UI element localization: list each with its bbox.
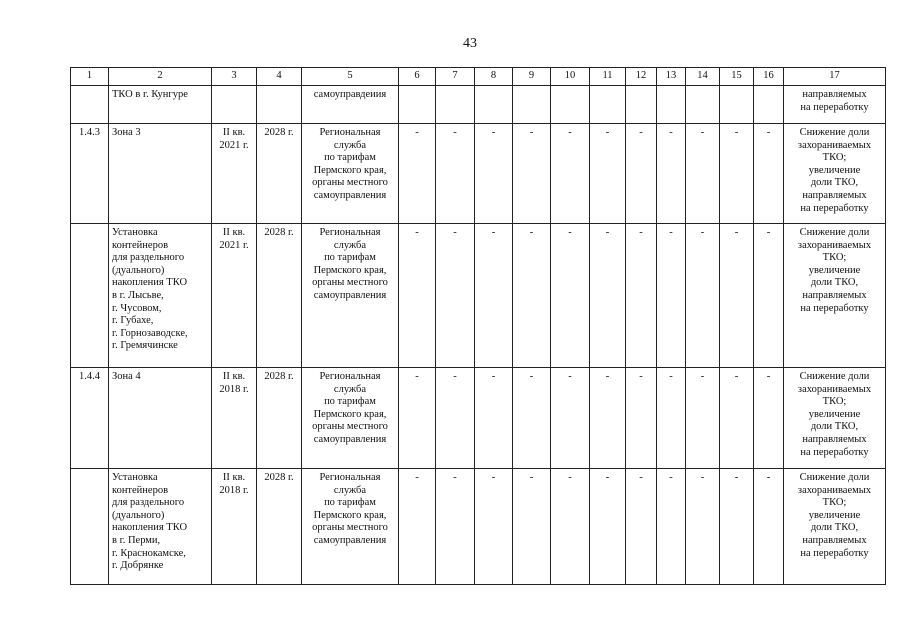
indicator-cell xyxy=(657,368,686,469)
indicator-cell-text: - xyxy=(568,127,572,138)
indicator-cell xyxy=(686,124,720,224)
start-quarter-cell xyxy=(212,124,257,224)
item-number-cell xyxy=(71,224,109,368)
indicator-cell xyxy=(399,86,436,124)
column-number-cell: 3 xyxy=(212,68,257,86)
indicator-cell xyxy=(551,224,590,368)
indicator-cell xyxy=(720,368,754,469)
indicator-cell-text: - xyxy=(734,127,739,138)
indicator-cell xyxy=(436,469,475,585)
indicator-cell xyxy=(513,86,551,124)
indicator-cell-text: - xyxy=(734,371,739,382)
item-number-cell-text: 1.4.4 xyxy=(79,371,100,382)
table-row xyxy=(71,86,886,124)
end-year-cell-text: 2028 г. xyxy=(264,371,294,382)
indicator-cell-text: - xyxy=(766,371,771,382)
indicator-cell-text: - xyxy=(766,472,771,483)
page-number: 43 xyxy=(463,36,477,51)
indicator-cell xyxy=(475,224,513,368)
expected-effect-cell xyxy=(784,224,886,368)
indicator-cell xyxy=(551,86,590,124)
indicator-cell xyxy=(551,469,590,585)
indicator-cell-text: - xyxy=(568,371,572,382)
responsible-cell xyxy=(302,124,399,224)
responsible-cell xyxy=(302,86,399,124)
column-number-cell: 5 xyxy=(302,68,399,86)
indicator-cell-text: - xyxy=(734,472,739,483)
indicator-cell-text: - xyxy=(700,371,705,382)
indicator-cell-text: - xyxy=(453,127,457,138)
indicator-cell xyxy=(686,368,720,469)
column-number-cell: 15 xyxy=(720,68,754,86)
indicator-cell-text: - xyxy=(669,472,673,483)
measure-name-cell-text: Зона 4 xyxy=(112,371,141,382)
indicator-cell-text: - xyxy=(734,227,739,238)
indicator-cell xyxy=(590,469,626,585)
indicator-cell-text: - xyxy=(700,227,705,238)
column-number-cell: 7 xyxy=(436,68,475,86)
indicator-cell-text: - xyxy=(453,371,457,382)
item-number-cell xyxy=(71,124,109,224)
responsible-cell-text: самоуправдеиия xyxy=(313,89,387,100)
column-number-cell: 11 xyxy=(590,68,626,86)
expected-effect-cell-text: Снижение доли захораниваемых ТКО; увеличение доли ТКО, направляемых на переработку xyxy=(797,472,872,559)
indicator-cell xyxy=(626,469,657,585)
indicator-cell-text: - xyxy=(529,127,534,138)
indicator-cell xyxy=(686,224,720,368)
indicator-cell xyxy=(657,86,686,124)
end-year-cell xyxy=(257,224,302,368)
start-quarter-cell-text: II кв. 2018 г. xyxy=(219,371,249,395)
end-year-cell-text: 2028 г. xyxy=(264,127,294,138)
indicator-cell-text: - xyxy=(415,371,419,382)
indicator-cell xyxy=(590,124,626,224)
indicator-cell xyxy=(475,86,513,124)
indicator-cell-text: - xyxy=(529,472,534,483)
measure-name-cell xyxy=(109,224,212,368)
measure-name-cell-text: Установка контейнеров для раздельного (дуального) накопления ТКО в г. Лысьве, г. Чусовом, г. Губахе, г. Горнозаводске, г. Гремячинске xyxy=(112,227,188,352)
measure-name-cell xyxy=(109,368,212,469)
start-quarter-cell xyxy=(212,368,257,469)
measure-name-cell xyxy=(109,124,212,224)
indicator-cell xyxy=(657,224,686,368)
indicator-cell-text: - xyxy=(639,127,643,138)
indicator-cell-text: - xyxy=(453,472,457,483)
expected-effect-cell-text: Снижение доли захораниваемых ТКО; увеличение доли ТКО, направляемых на переработку xyxy=(797,371,872,458)
indicator-cell xyxy=(513,124,551,224)
end-year-cell-text: 2028 г. xyxy=(264,227,294,238)
measure-name-cell xyxy=(109,469,212,585)
item-number-cell xyxy=(71,86,109,124)
column-number-cell: 4 xyxy=(257,68,302,86)
column-number-cell: 6 xyxy=(399,68,436,86)
expected-effect-cell xyxy=(784,469,886,585)
indicator-cell xyxy=(657,124,686,224)
indicator-cell xyxy=(590,224,626,368)
indicator-cell xyxy=(475,368,513,469)
indicator-cell xyxy=(399,368,436,469)
indicator-cell-text: - xyxy=(529,371,534,382)
column-number-cell: 9 xyxy=(513,68,551,86)
indicator-cell xyxy=(399,469,436,585)
column-number-row xyxy=(71,68,886,86)
indicator-cell-text: - xyxy=(669,227,673,238)
start-quarter-cell-text: II кв. 2021 г. xyxy=(219,127,249,151)
indicator-cell xyxy=(720,86,754,124)
indicator-cell xyxy=(626,86,657,124)
column-number-cell: 10 xyxy=(551,68,590,86)
indicator-cell-text: - xyxy=(639,227,643,238)
indicator-cell-text: - xyxy=(605,127,610,138)
indicator-cell-text: - xyxy=(669,371,673,382)
indicator-cell xyxy=(590,86,626,124)
indicator-cell-text: - xyxy=(568,472,572,483)
column-number-cell: 16 xyxy=(754,68,784,86)
expected-effect-cell xyxy=(784,124,886,224)
responsible-cell xyxy=(302,469,399,585)
start-quarter-cell xyxy=(212,86,257,124)
column-number-cell: 1 xyxy=(71,68,109,86)
end-year-cell xyxy=(257,368,302,469)
indicator-cell xyxy=(686,469,720,585)
table-row xyxy=(71,469,886,585)
indicator-cell-text: - xyxy=(766,227,771,238)
indicator-cell xyxy=(436,224,475,368)
indicator-cell xyxy=(475,469,513,585)
column-number-cell: 17 xyxy=(784,68,886,86)
item-number-cell-text: 1.4.3 xyxy=(79,127,100,138)
indicator-cell-text: - xyxy=(415,472,419,483)
start-quarter-cell xyxy=(212,224,257,368)
indicator-cell xyxy=(399,224,436,368)
indicator-cell xyxy=(436,124,475,224)
expected-effect-cell-text: Снижение доли захораниваемых ТКО; увеличение доли ТКО, направляемых на переработку xyxy=(797,127,872,214)
indicator-cell xyxy=(686,86,720,124)
indicator-cell-text: - xyxy=(491,472,496,483)
indicator-cell xyxy=(754,368,784,469)
indicator-cell xyxy=(720,124,754,224)
indicator-cell xyxy=(754,224,784,368)
indicator-cell xyxy=(626,368,657,469)
indicator-cell xyxy=(513,368,551,469)
measures-table xyxy=(70,67,886,585)
indicator-cell-text: - xyxy=(491,227,496,238)
table-row xyxy=(71,224,886,368)
expected-effect-cell-text: Снижение доли захораниваемых ТКО; увеличение доли ТКО, направляемых на переработку xyxy=(797,227,872,314)
indicator-cell-text: - xyxy=(453,227,457,238)
indicator-cell xyxy=(551,368,590,469)
indicator-cell xyxy=(475,124,513,224)
indicator-cell xyxy=(754,86,784,124)
table-row xyxy=(71,124,886,224)
item-number-cell xyxy=(71,469,109,585)
measure-name-cell-text: Зона 3 xyxy=(112,127,141,138)
start-quarter-cell-text: II кв. 2021 г. xyxy=(219,227,249,251)
start-quarter-cell xyxy=(212,469,257,585)
indicator-cell-text: - xyxy=(491,127,496,138)
column-number-cell: 12 xyxy=(626,68,657,86)
responsible-cell xyxy=(302,368,399,469)
indicator-cell-text: - xyxy=(605,371,610,382)
indicator-cell-text: - xyxy=(568,227,572,238)
indicator-cell xyxy=(513,469,551,585)
end-year-cell xyxy=(257,86,302,124)
indicator-cell xyxy=(626,124,657,224)
indicator-cell xyxy=(590,368,626,469)
end-year-cell-text: 2028 г. xyxy=(264,472,294,483)
indicator-cell-text: - xyxy=(491,371,496,382)
indicator-cell-text: - xyxy=(415,127,419,138)
responsible-cell xyxy=(302,224,399,368)
indicator-cell xyxy=(720,224,754,368)
responsible-cell-text: Региональная служба по тарифам Пермского края, органы местного самоуправления xyxy=(312,371,388,445)
table-row xyxy=(71,368,886,469)
indicator-cell xyxy=(551,124,590,224)
expected-effect-cell-text: направляемых на переработку xyxy=(800,89,869,113)
indicator-cell xyxy=(754,124,784,224)
column-number-cell: 13 xyxy=(657,68,686,86)
indicator-cell xyxy=(754,469,784,585)
indicator-cell xyxy=(399,124,436,224)
indicator-cell-text: - xyxy=(605,472,610,483)
indicator-cell xyxy=(513,224,551,368)
start-quarter-cell-text: II кв. 2018 г. xyxy=(219,472,249,496)
responsible-cell-text: Региональная служба по тарифам Пермского края, органы местного самоуправления xyxy=(312,472,388,546)
indicator-cell xyxy=(626,224,657,368)
indicator-cell-text: - xyxy=(529,227,534,238)
indicator-cell-text: - xyxy=(700,127,705,138)
responsible-cell-text: Региональная служба по тарифам Пермского края, органы местного самоуправления xyxy=(312,127,388,201)
indicator-cell-text: - xyxy=(766,127,771,138)
indicator-cell xyxy=(657,469,686,585)
end-year-cell xyxy=(257,124,302,224)
column-number-cell: 2 xyxy=(109,68,212,86)
indicator-cell-text: - xyxy=(605,227,610,238)
end-year-cell xyxy=(257,469,302,585)
indicator-cell-text: - xyxy=(700,472,705,483)
indicator-cell-text: - xyxy=(415,227,419,238)
item-number-cell xyxy=(71,368,109,469)
indicator-cell xyxy=(436,86,475,124)
indicator-cell-text: - xyxy=(639,371,643,382)
responsible-cell-text: Региональная служба по тарифам Пермского края, органы местного самоуправления xyxy=(312,227,388,301)
column-number-cell: 14 xyxy=(686,68,720,86)
expected-effect-cell xyxy=(784,86,886,124)
measure-name-cell-text: ТКО в г. Кунгуре xyxy=(112,89,188,100)
indicator-cell-text: - xyxy=(639,472,643,483)
measure-name-cell-text: Установка контейнеров для раздельного (дуального) накопления ТКО в г. Перми, г. Краснокамске, г. Добрянке xyxy=(112,472,188,572)
indicator-cell xyxy=(436,368,475,469)
column-number-cell: 8 xyxy=(475,68,513,86)
expected-effect-cell xyxy=(784,368,886,469)
indicator-cell xyxy=(720,469,754,585)
measure-name-cell xyxy=(109,86,212,124)
indicator-cell-text: - xyxy=(669,127,673,138)
